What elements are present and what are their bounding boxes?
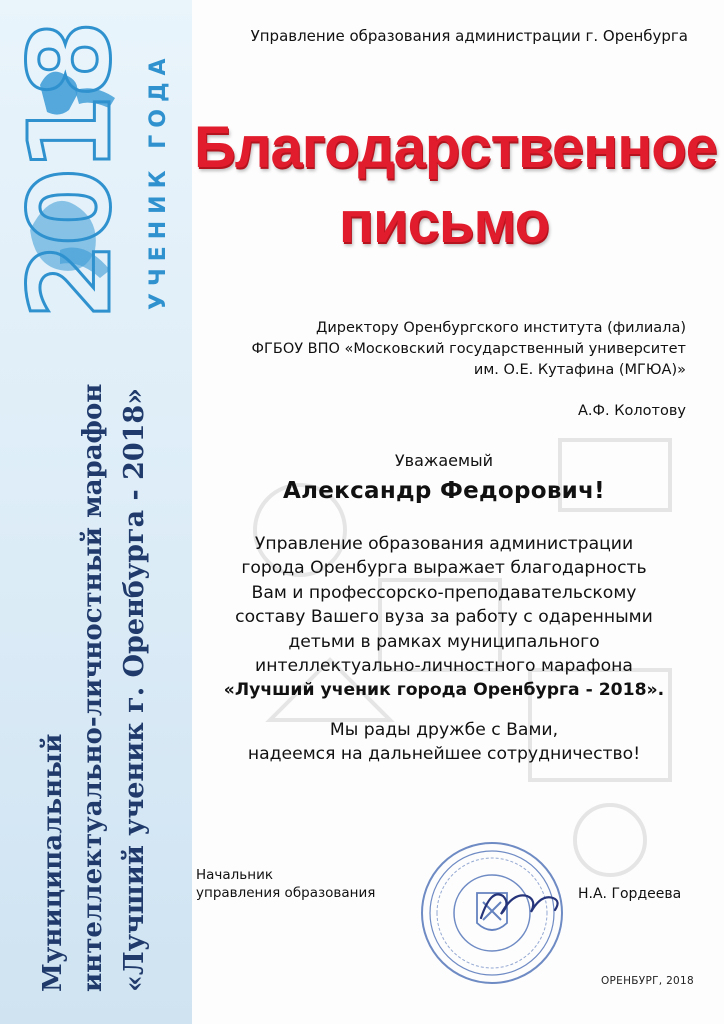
letter-body <box>200 532 688 703</box>
body-line-7: «Лучший ученик города Оренбурга - 2018». <box>223 680 665 701</box>
addressee-line-3: им. О.Е. Кутафина (МГЮА)» <box>473 362 686 378</box>
closing-line-2: надеемся на дальнейшее сотрудничество! <box>247 744 641 765</box>
sidebar-year: 2018 <box>6 24 136 320</box>
body-line-2: города Оренбурга выражает благодарность <box>241 558 647 579</box>
greeting-name: Александр Федорович! <box>283 478 605 504</box>
sidebar-caption: УЧЕНИК ГОДА <box>146 51 171 310</box>
closing-line-1: Мы рады дружбе с Вами, <box>329 720 559 740</box>
document-title <box>194 110 717 261</box>
title-line-1: Благодарственное <box>194 115 717 180</box>
addressee-block <box>252 318 686 381</box>
sidebar-banner <box>0 0 192 1024</box>
position-line-2: управления образования <box>196 885 376 901</box>
handwritten-signature <box>476 880 566 928</box>
title-line-2: письмо <box>338 190 550 256</box>
sidebar-line-1: Муниципальный <box>38 733 68 992</box>
addressee-line-2: ФГБОУ ВПО «Московский государственный университет <box>251 341 686 357</box>
position-line-1: Начальник <box>196 867 274 883</box>
sidebar-line-3: «Лучший ученик г. Оренбурга - 2018» <box>119 387 150 992</box>
body-line-4: составу Вашего вуза за работу с одаренными <box>235 607 653 628</box>
body-line-3: Вам и профессорско-преподавательскому <box>251 582 637 603</box>
body-line-5: детьми в рамках муниципального <box>288 631 600 652</box>
signer-position <box>196 866 375 902</box>
city-year: ОРЕНБУРГ, 2018 <box>600 975 694 987</box>
body-line-6: интеллектуально-личностного марафона <box>255 656 633 677</box>
sidebar-line-2: интеллектуально-личностный марафон <box>78 383 108 992</box>
issuer-header: Управление образования администрации г. Оренбурга <box>250 27 688 45</box>
addressee-name: А.Ф. Колотову <box>578 403 686 419</box>
signer-name: Н.А. Гордеева <box>578 886 682 902</box>
addressee-line-1: Директору Оренбургского института (филиала) <box>316 320 686 336</box>
body-line-1: Управление образования администрации <box>254 534 634 554</box>
greeting-salutation: Уважаемый <box>394 451 494 470</box>
closing-text <box>200 718 688 767</box>
